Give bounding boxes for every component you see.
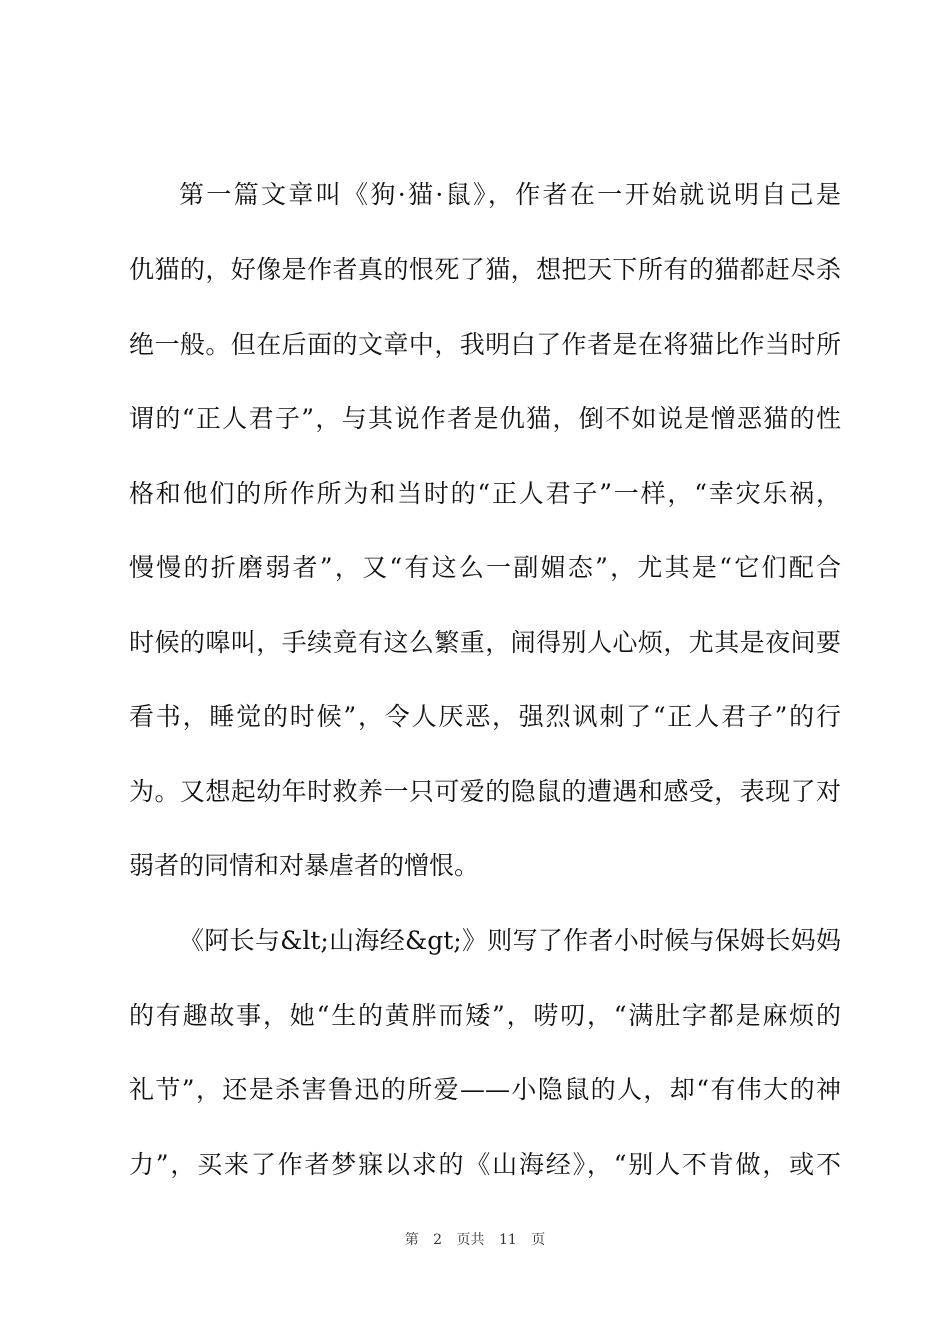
paragraph-line: 的有趣故事，她“生的黄胖而矮”，唠叨，“满肚字都是麻烦的 xyxy=(129,1001,841,1030)
paragraph-line: 慢慢的折磨弱者”，又“有这么一副媚态”，尤其是“它们配合 xyxy=(129,553,841,582)
paragraph-line: 仇猫的，好像是作者真的恨死了猫，想把天下所有的猫都赶尽杀 xyxy=(129,255,841,284)
paragraph-line: 看书，睡觉的时候”，令人厌恶，强烈讽刺了“正人君子”的行 xyxy=(129,702,841,731)
paragraph-line: 《阿长与&lt;山海经&gt;》则写了作者小时候与保姆长妈妈 xyxy=(179,926,841,955)
paragraph-line: 礼节”，还是杀害鲁迅的所爱——小隐鼠的人，却“有伟大的神 xyxy=(129,1075,841,1104)
paragraph-line: 为。又想起幼年时救养一只可爱的隐鼠的遭遇和感受，表现了对 xyxy=(129,777,841,806)
paragraph-line: 格和他们的所作所为和当时的“正人君子”一样，“幸灾乐祸， xyxy=(129,479,841,508)
page-footer: 第 2 页共 11 页 xyxy=(404,1232,546,1248)
paragraph-line: 绝一般。但在后面的文章中，我明白了作者是在将猫比作当时所 xyxy=(129,330,841,359)
paragraph-line: 力”，买来了作者梦寐以求的《山海经》，“别人不肯做，或不 xyxy=(129,1150,841,1179)
paragraph-line: 时候的嗥叫，手续竟有这么繁重，闹得别人心烦，尤其是夜间要 xyxy=(129,628,841,657)
paragraph-line: 谓的“正人君子”，与其说作者是仇猫，倒不如说是憎恶猫的性 xyxy=(129,404,841,433)
paragraph-line: 第一篇文章叫《狗·猫·鼠》，作者在一开始就说明自己是 xyxy=(179,180,841,209)
paragraph-line: 弱者的同情和对暴虐者的憎恨。 xyxy=(129,851,480,880)
